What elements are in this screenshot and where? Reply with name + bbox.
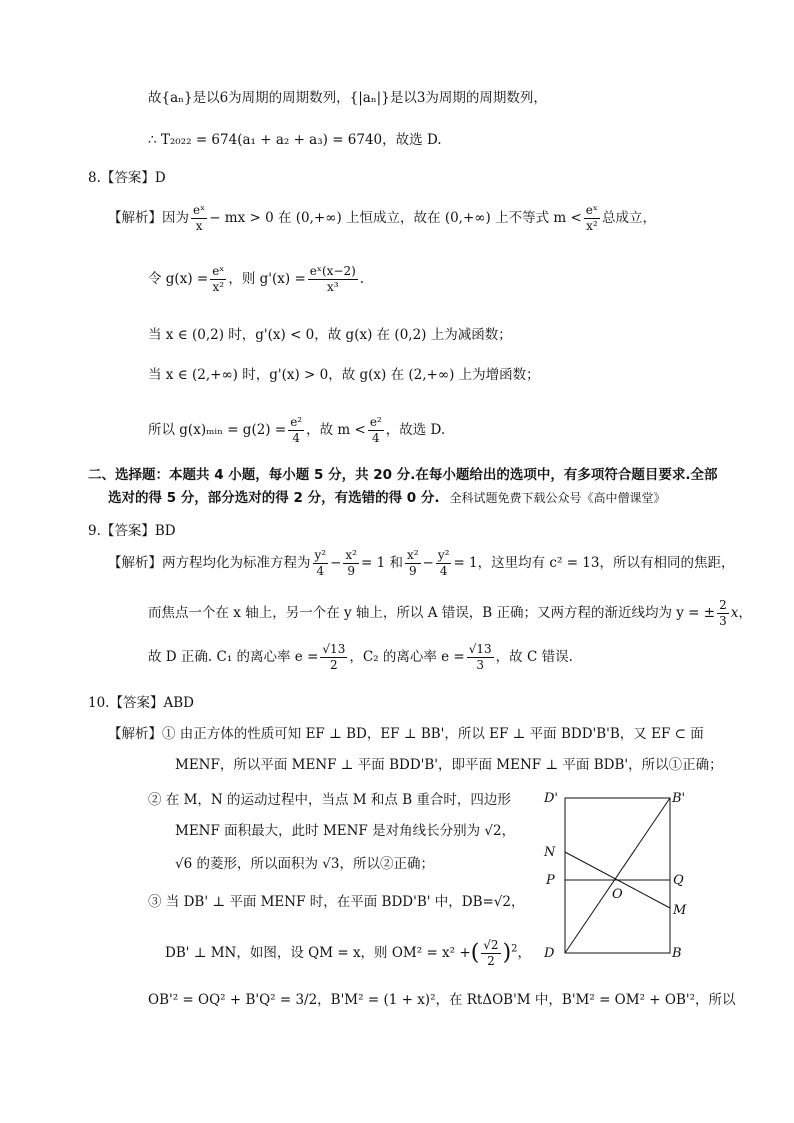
- answer-heading: 8.【答案】D: [88, 170, 166, 186]
- label-n: N: [544, 845, 556, 860]
- answer-heading: 10.【答案】ABD: [88, 695, 194, 711]
- text-line: 故{aₙ}是以6为周期的周期数列，{|aₙ|}是以3为周期的周期数列，: [148, 90, 547, 106]
- text-line: 所以 g(x)ₘᵢₙ = g(2) = $\frac{\text{e²}}{4}$ ，故 m < $\frac{\text{e²}}{4}$ ，故选 D.: [148, 415, 446, 445]
- label-b-prime: B': [672, 791, 686, 806]
- text-line: DB' ⊥ MN，如图，设 QM = x，则 OM² = x² +( $\frac{√2}{2}$ )$^2$，: [165, 938, 532, 968]
- text-line: 令 g(x) = $\frac{\text{eˣ}}{\text{x²}}$ ，则 g'(x) = $\frac{\text{eˣ(x−2)}}{\text{x³}}$ .: [148, 264, 365, 294]
- text-line: 当 x ∈ (0,2) 时，g'(x) < 0，故 g(x) 在 (0,2) 上为减函数；: [148, 327, 512, 343]
- label-d: D: [544, 946, 555, 961]
- label-b: B: [672, 946, 682, 961]
- label-p: P: [546, 873, 555, 888]
- text-line: ② 在 M，N 的运动过程中，当点 M 和点 B 重合时，四边形: [148, 792, 511, 808]
- diagonal-db: [565, 798, 670, 953]
- section-heading: 选对的得 5 分，部分选对的得 2 分，有选错的得 0 分. 全科试题免费下载公众号《高中僧课堂》: [108, 490, 666, 506]
- text-line: 而焦点一个在 x 轴上，另一个在 y 轴上，所以 A 错误，B 正确；又两方程的渐近线均为 y = ± $\frac{2}{3}$ x，: [148, 598, 752, 628]
- text-line: 故 D 正确. C₁ 的离心率 e = $\frac{√13}{2}$ ，C₂ 的离心率 e = $\frac{√13}{3}$ ，故 C 错误.: [148, 642, 573, 672]
- text-line: 【解析】① 由正方体的性质可知 EF ⊥ BD，EF ⊥ BB'，所以 EF ⊥ 平面 BDD'B'B，又 EF ⊂ 面: [108, 726, 704, 742]
- label-d-prime: D': [544, 791, 558, 806]
- text-line: MENF 面积最大，此时 MENF 是对角线长分别为 √2，: [175, 823, 516, 839]
- text-line: 【解析】两方程均化为标准方程为 $\frac{\text{y²}}{4}$ − $\frac{\text{x²}}{9}$ = 1 和 $\frac{\text{x²}}{9}$ − $\frac{\text{y²}}{4}$ = 1，这里均有 c² = 13，所以有相同的焦距，: [108, 548, 735, 578]
- text-line: ③ 当 DB' ⊥ 平面 MENF 时，在平面 BDD'B' 中，DB=√2，: [148, 894, 525, 910]
- label-o: O: [612, 887, 623, 902]
- section-heading: 二、选择题：本题共 4 小题，每小题 5 分，共 20 分.在每小题给出的选项中，有多项符合题目要求.全部: [88, 467, 718, 483]
- text-line: √6 的菱形，所以面积为 √3，所以②正确；: [175, 856, 434, 872]
- text-line: 当 x ∈ (2,+∞) 时，g'(x) > 0，故 g(x) 在 (2,+∞) 上为增函数；: [148, 367, 540, 383]
- answer-heading: 9.【答案】BD: [88, 523, 176, 539]
- label-m: M: [673, 903, 687, 918]
- text-line: 【解析】因为 $\frac{\text{eˣ}}{x}$ − mx > 0 在 (0,+∞) 上恒成立，故在 (0,+∞) 上不等式 m < $\frac{\text{eˣ}}{\text{x²}}$ 总成立，: [108, 203, 656, 233]
- promo-note: 全科试题免费下载公众号《高中僧课堂》: [449, 491, 666, 505]
- geometry-figure: [530, 780, 710, 980]
- text-line: OB'² = OQ² + B'Q² = 3/2，B'M² = (1 + x)²，在 RtΔOB'M 中，B'M² = OM² + OB'²，所以: [148, 992, 736, 1008]
- label-q: Q: [673, 873, 684, 888]
- text-line: ∴ T₂₀₂₂ = 674(a₁ + a₂ + a₃) = 6740，故选 D.: [148, 132, 442, 148]
- text-line: MENF，所以平面 MENF ⊥ 平面 BDD'B'，即平面 MENF ⊥ 平面 BDB'，所以①正确；: [175, 757, 723, 773]
